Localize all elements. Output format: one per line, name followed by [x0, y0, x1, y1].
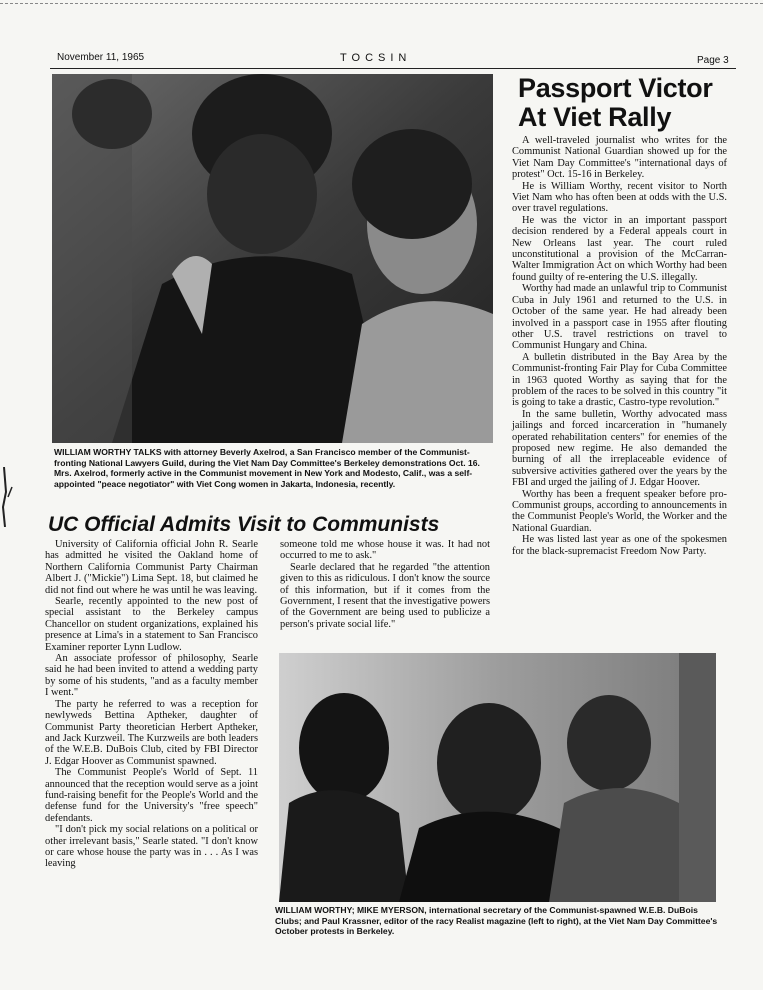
issue-date: November 11, 1965: [57, 52, 145, 63]
article-paragraph: Worthy had made an unlawful trip to Communist Cuba in July 1961 and returned to the U.S. in October of the same year. He had already been involved in a passport case in 1955 after flouting other U.S. travel restrictions on travel to Communist Hungary and China.: [512, 283, 727, 352]
article-paragraph: An associate professor of philosophy, Searle said he had been invited to attend a wedding party by some of his students, "and as a faculty member I went.": [45, 653, 258, 699]
article-paragraph: He was the victor in an important passport decision rendered by a Federal appeals court in New Orleans last year. The court ruled unconstitutional a provision of the McCarran-Walter Immigration Act on which Worthy had been found guilty of re-entering the U.S. illegally.: [512, 214, 727, 283]
article-searle-column-2: [280, 539, 490, 630]
header-rule: [50, 68, 736, 69]
article-paragraph: In the same bulletin, Worthy advocated mass jailings and forced incarceration in "humanely operated rehabilitation centers" for enemies of the proposed new regime. He also demanded the burning of all the irreplaceable evidence of subversive activities gathered over the years by the FBI and urged the jailing of J. Edgar Hoover.: [512, 408, 727, 489]
margin-scan-mark: [0, 467, 14, 527]
article-paragraph: The Communist People's World of Sept. 11 announced that the reception would serve as a joint fund-raising benefit for the People's World and the defense fund for the University's "free speech" defendants.: [45, 767, 258, 824]
article-paragraph: Searle declared that he regarded "the attention given to this as ridiculous. I don't know the source of this information, but if it comes from the Government, I resent that the investigative powers of the Government are being used to publicize a person's private social life.": [280, 561, 490, 630]
article-paragraph: "I don't pick my social relations on a political or other irrelevant basis," Searle stated. "I don't know or care whose house the party was in . . . As I was leaving: [45, 824, 258, 870]
photo-1-caption: WILLIAM WORTHY TALKS with attorney Beverly Axelrod, a San Francisco member of the Communist-fronting National Lawyers Guild, during the Viet Nam Day Committee's Berkeley demonstrations Oct. 16. Mrs. Axelrod, formerly active in the Communist movement in New York and Modesto, Calif., was a self-appointed "peace negotiator" with Viet Cong women in Jakarta, Indonesia, recently.: [54, 447, 480, 489]
headline-line-1: Passport Victor: [518, 73, 713, 103]
headline-passport-victor: [518, 74, 738, 132]
publication-name: TOCSIN: [340, 52, 412, 64]
article-paragraph: someone told me whose house it was. It had not occurred to me to ask.": [280, 539, 490, 562]
article-paragraph: A well-traveled journalist who writes for the Communist National Guardian showed up for the Viet Nam Day Committee's "international days of protest" Oct. 15-16 in Berkeley.: [512, 135, 727, 181]
article-searle-column-1: [45, 539, 258, 870]
page-header: [0, 50, 763, 66]
article-paragraph: A bulletin distributed in the Bay Area by the Communist-fronting Fair Play for Cuba Committee in 1963 quoted Worthy as saying that for the problem of the races to be solved in this country "it is going to take a drastic, Castro-type revolution.": [512, 351, 727, 409]
article-paragraph: Searle, recently appointed to the new post of special assistant to the Berkeley campus Chancellor on student organizations, explained his presence at Lima's in a statement to San Francisco Examiner reporter Lynn Ludlow.: [45, 596, 258, 653]
page-top-rule: [0, 3, 763, 4]
photo-worthy-axelrod: [52, 74, 493, 443]
article-paragraph: The party he referred to was a reception for newlyweds Bettina Aptheker, daughter of Communist Party theoretician Herbert Aptheker, and Jack Kurzweil. The Kurzweils are both leaders of the W.E.B. DuBois Club, cited by FBI Director J. Edgar Hoover as Communist spawned.: [45, 698, 258, 767]
article-paragraph: Worthy has been a frequent speaker before pro-Communist groups, according to announcements in the Communist People's World, the Worker and the National Guardian.: [512, 488, 727, 534]
headline-line-2: At Viet Rally: [518, 102, 672, 132]
page-number: Page 3: [697, 55, 729, 66]
article-paragraph: University of California official John R. Searle has admitted he visited the Oakland home of Northern California Communist Party Chairman Albert J. ("Mickie") Lima Sept. 18, but claimed he did not find out where he was until he was leaving.: [45, 539, 258, 596]
headline-uc-official: UC Official Admits Visit to Communists: [48, 513, 440, 536]
photo-2-caption: WILLIAM WORTHY; MIKE MYERSON, international secretary of the Communist-spawned W.E.B. DuBois Clubs; and Paul Krassner, editor of the racy Realist magazine (left to right), at the Viet Nam Day Committee's October protests in Berkeley.: [275, 905, 718, 937]
photo-worthy-myerson-krassner: [279, 653, 716, 902]
article-paragraph: He was listed last year as one of the spokesmen for the black-supremacist Freedom Now Party.: [512, 534, 727, 557]
article-paragraph: He is William Worthy, recent visitor to North Viet Nam who has often been at odds with the U.S. over travel regulations.: [512, 180, 727, 215]
article-worthy-body: [512, 135, 727, 557]
